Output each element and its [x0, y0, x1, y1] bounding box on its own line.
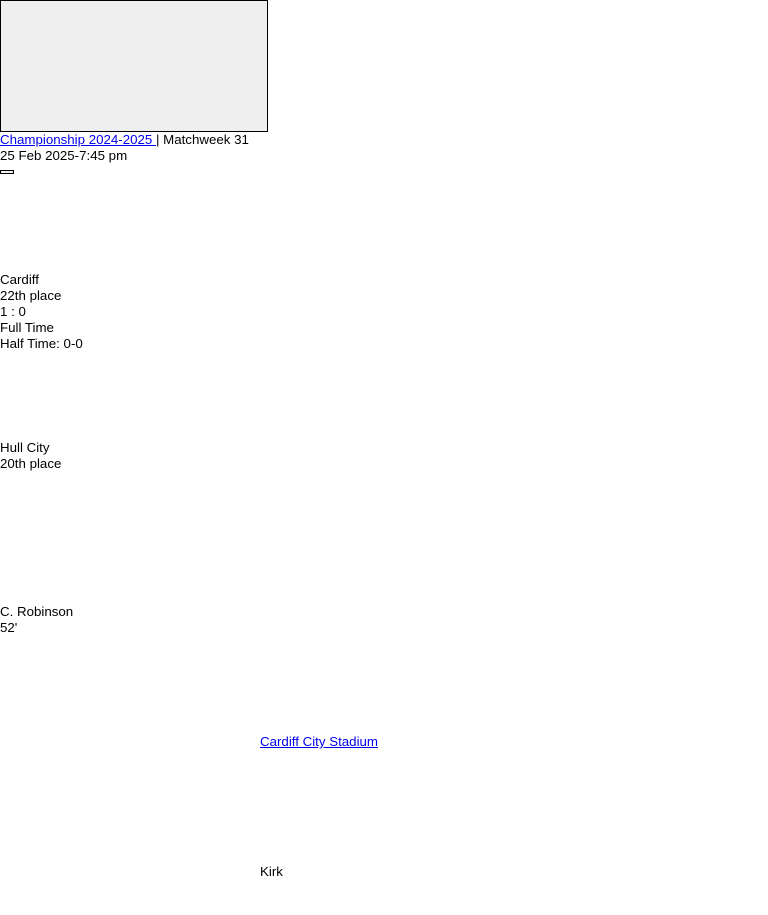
referee-name: Kirk	[260, 864, 283, 879]
match-datetime: 25 Feb 2025-7:45 pm	[0, 148, 128, 163]
league-separator: |	[155, 132, 164, 147]
away-team-standing: 20th place	[0, 456, 62, 471]
referee-spacer	[0, 750, 768, 864]
match-crest-image	[0, 0, 268, 132]
away-team-logo-space	[0, 352, 768, 440]
goal-scorer-name[interactable]: C. Robinson	[0, 604, 74, 619]
venue-row	[0, 734, 768, 750]
venue-link[interactable]: Cardiff City Stadium	[260, 734, 378, 749]
away-team-name[interactable]: Hull City	[0, 440, 50, 455]
league-link[interactable]: Championship 2024-2025	[0, 132, 156, 147]
match-status: Full Time	[0, 320, 54, 335]
home-team-logo-space	[0, 174, 768, 272]
home-team-name[interactable]: Cardiff	[0, 272, 39, 287]
goal-minute: 52'	[0, 620, 18, 635]
events-spacer	[0, 472, 768, 604]
league-header	[0, 132, 768, 148]
venue-spacer	[0, 636, 768, 734]
halftime-score: Half Time: 0-0	[0, 336, 83, 351]
match-score: 1 : 0	[0, 304, 26, 319]
matchweek-label: Matchweek 31	[163, 132, 249, 147]
home-team-standing: 22th place	[0, 288, 62, 303]
